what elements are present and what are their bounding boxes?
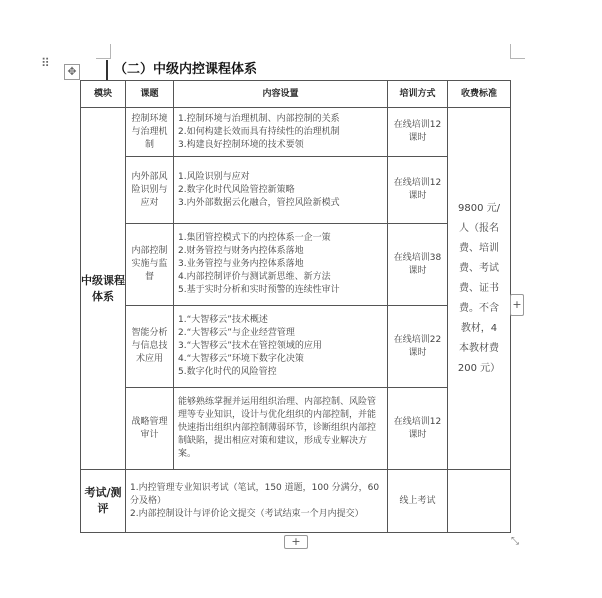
topic-cell: 智能分析与信息技术应用: [126, 306, 174, 388]
topic-cell: 控制环境与治理机制: [126, 108, 174, 157]
exam-content-cell: 1.内控管理专业知识考试（笔试，150 道题，100 分满分，60 分及格） 2.内部控制设计与评价论文提交（考试结束一个月内提交）: [126, 470, 388, 533]
content-cell: 能够熟练掌握并运用组织治理、内部控制、风险管理等专业知识，设计与优化组织的内部控制，并能快速指出组织内部控制薄弱环节，诊断组织内部控制缺陷，提出相应对策和建议，形成专业解决方案。: [174, 388, 388, 470]
content-cell: 1.风险识别与应对 2.数字化时代风险管控新策略 3.内外部数据云化融合，管控风险新模式: [174, 157, 388, 224]
fee-cell: 9800 元/人（报名费、培训费、考试费、证书费。不含教材，4 本教材费 200 元）: [448, 108, 511, 470]
header-fee: 收费标准: [448, 81, 511, 108]
method-cell: 在线培训12 课时: [388, 157, 448, 224]
drag-handle-icon[interactable]: ⠿: [41, 56, 52, 70]
exam-module-cell: 考试/测评: [81, 470, 126, 533]
content-cell: 1.集团管控模式下的内控体系一企一策 2.财务管控与财务内控体系落地 3.业务管控与业务内控体系落地 4.内部控制评价与测试新思维、新方法 5.基于实时分析和实时预警的连续性审计: [174, 224, 388, 306]
method-cell: 在线培训22 课时: [388, 306, 448, 388]
table-resize-icon[interactable]: ⤡: [511, 536, 519, 547]
header-method: 培训方式: [388, 81, 448, 108]
table-row: [81, 306, 511, 388]
add-row-button[interactable]: +: [284, 535, 308, 549]
table-row: [81, 224, 511, 306]
exam-method-cell: 线上考试: [388, 470, 448, 533]
section-heading: （二）中级内控课程体系: [106, 60, 257, 80]
header-module: 模块: [81, 81, 126, 108]
table-row: [81, 388, 511, 470]
exam-fee-cell: [448, 470, 511, 533]
content-cell: 1.“大智移云”技术概述 2.“大智移云”与企业经营管理 3.“大智移云”技术在管控领域的应用 4.“大智移云”环境下数字化决策 5.数字化时代的风险管控: [174, 306, 388, 388]
table-row: [81, 157, 511, 224]
header-topic: 课题: [126, 81, 174, 108]
topic-cell: 内部控制实施与监督: [126, 224, 174, 306]
method-cell: 在线培训12 课时: [388, 388, 448, 470]
page-corner-mark-left: [96, 44, 111, 59]
table-row: [81, 470, 511, 533]
topic-cell: 战略管理审计: [126, 388, 174, 470]
add-column-button[interactable]: +: [510, 294, 524, 316]
table-move-icon[interactable]: ✥: [64, 64, 80, 80]
table-row: [81, 108, 511, 157]
method-cell: 在线培训38 课时: [388, 224, 448, 306]
header-content: 内容设置: [174, 81, 388, 108]
topic-cell: 内外部风险识别与应对: [126, 157, 174, 224]
course-table: [80, 80, 511, 533]
header-row: [81, 81, 511, 108]
method-cell: 在线培训12 课时: [388, 108, 448, 157]
module-cell: 中级课程体系: [81, 108, 126, 470]
content-cell: 1.控制环境与治理机制、内部控制的关系 2.如何构建长效而具有持续性的治理机制 3.构建良好控制环境的技术要领: [174, 108, 388, 157]
page-corner-mark-right: [510, 44, 525, 59]
